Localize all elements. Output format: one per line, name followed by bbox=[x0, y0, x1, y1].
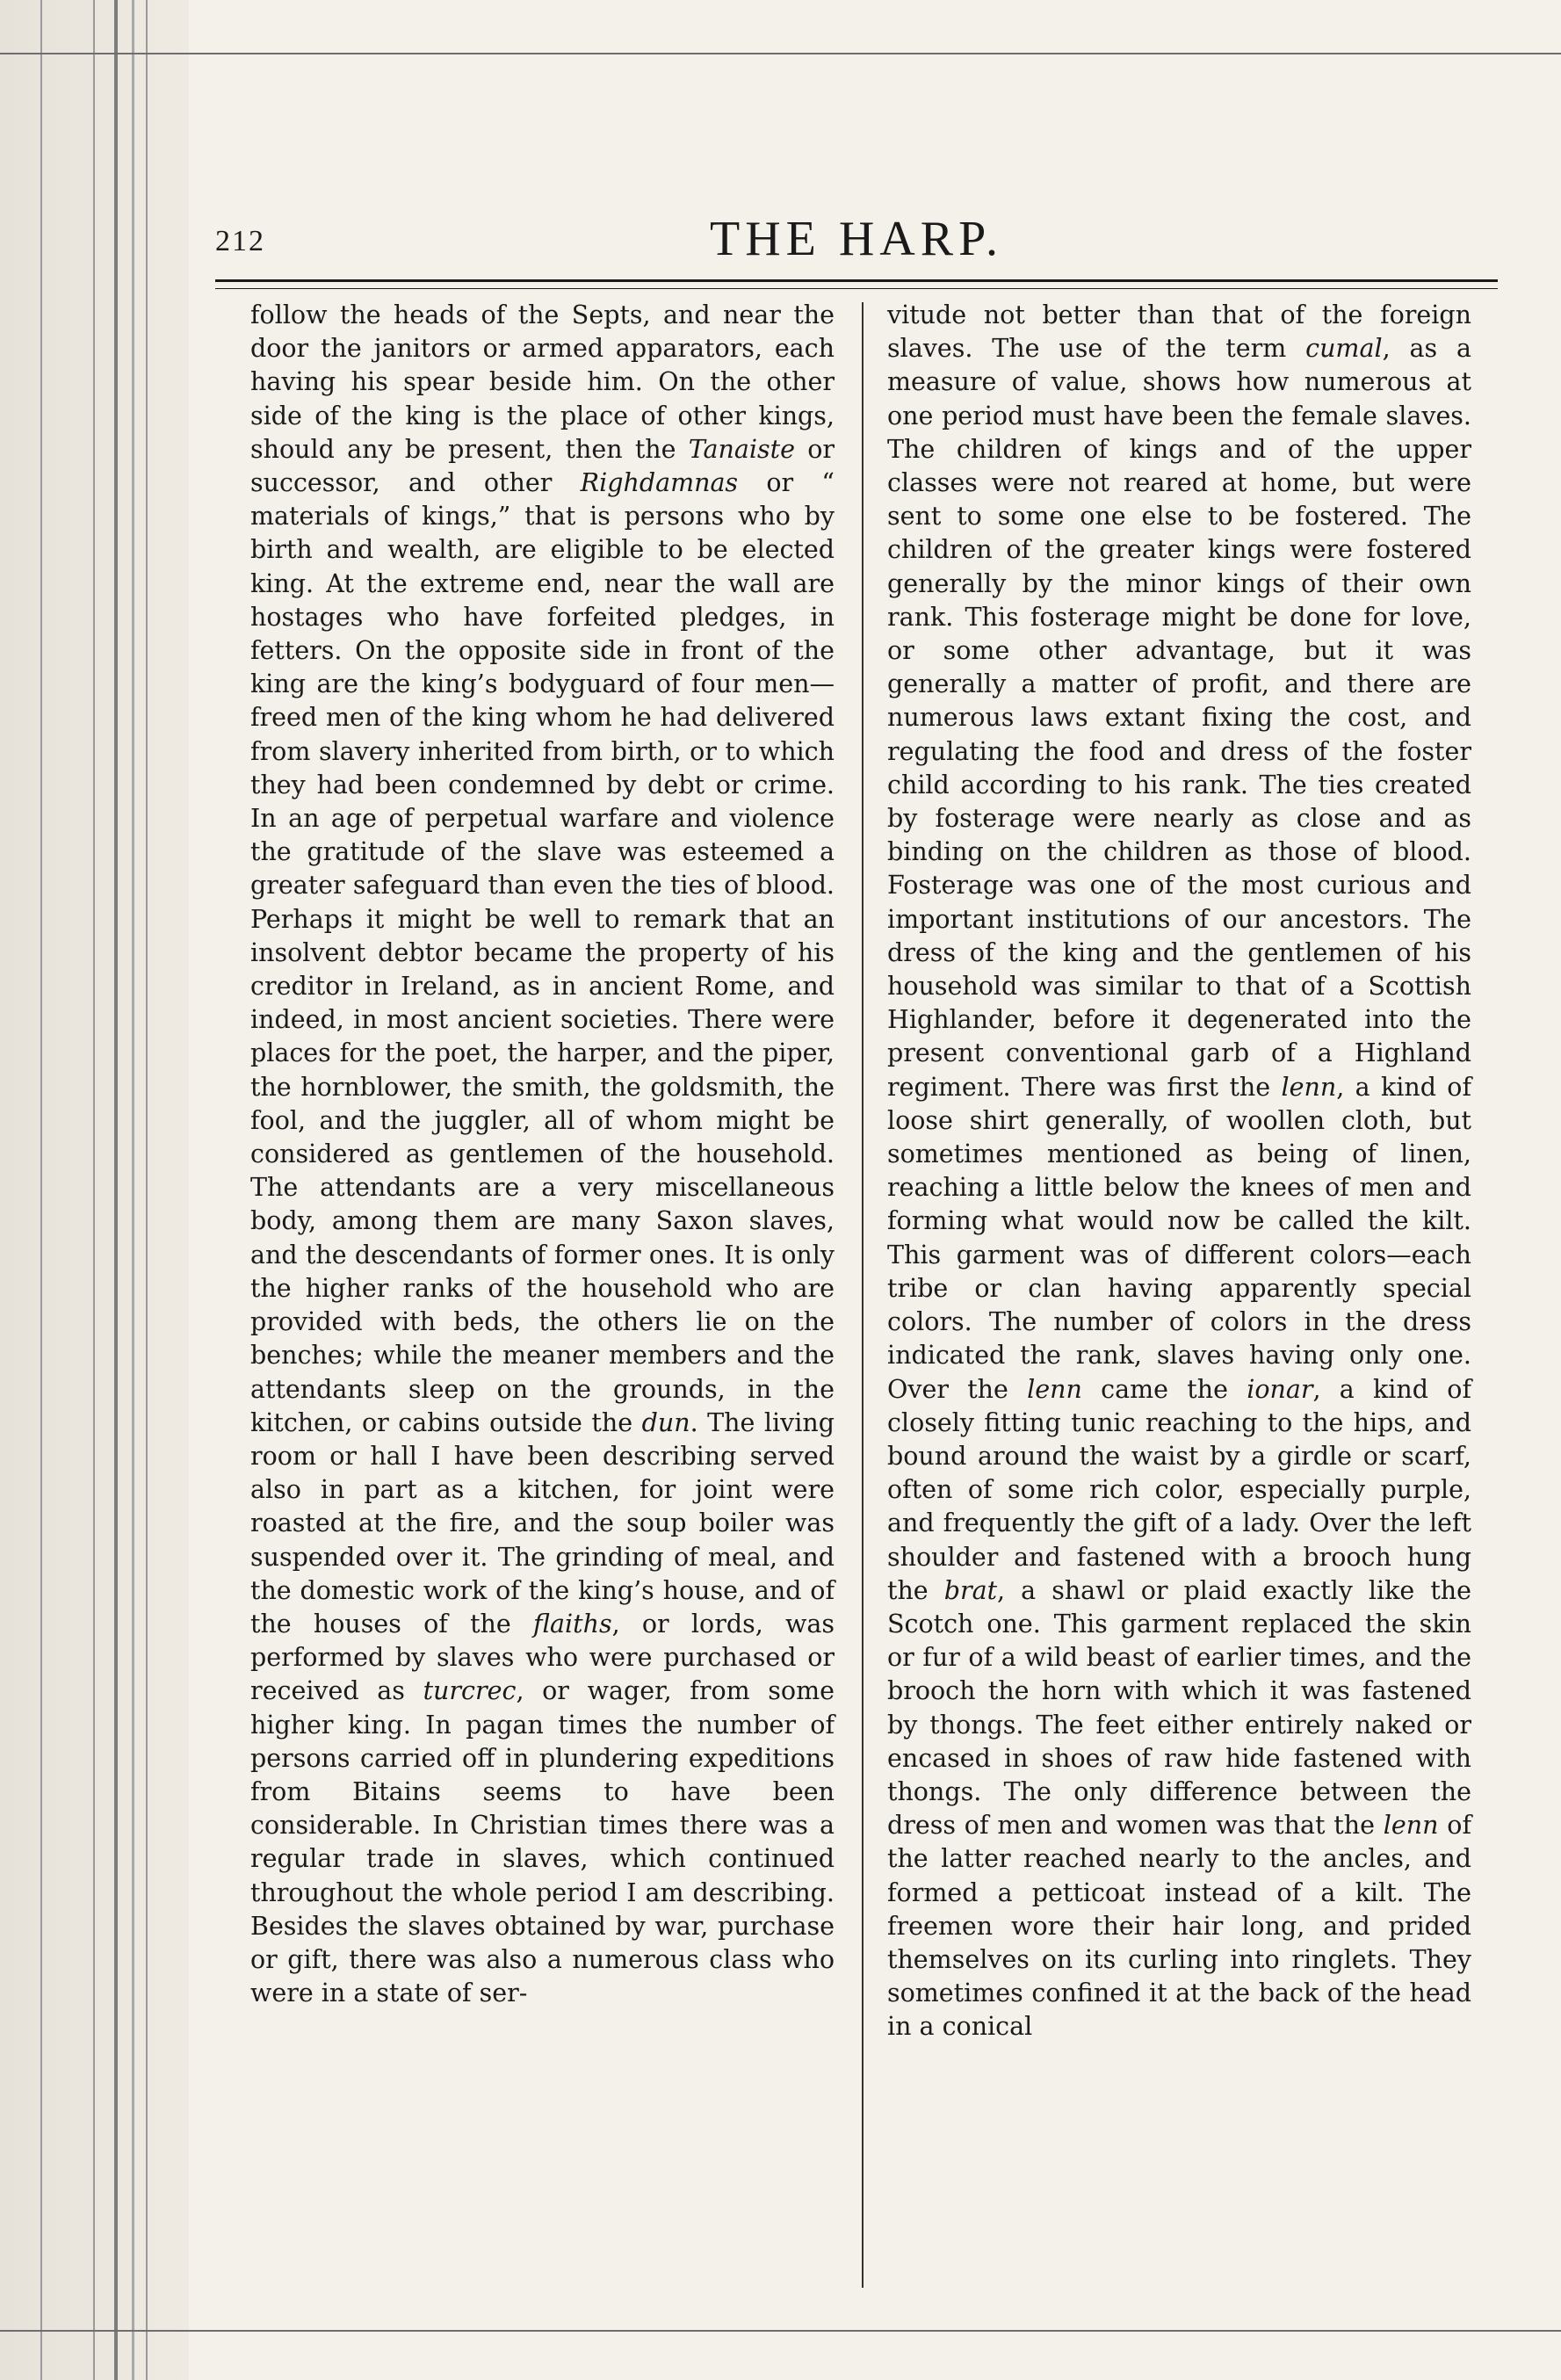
right-column-paragraph: vitude not better than that of the foreign slaves. The use of the term cumal, as a measure of value, shows how numerous at one period must have been the female slaves. The children of kings and of the upper classes were not reared at home, but were sent to some one else to be fostered. The children of the greater kings were fostered generally by the minor kings of their own rank. This fosterage might be done for love, or some other advantage, but it was generally a matter of profit, and there are numerous laws extant fixing the cost, and regulating the food and dress of the foster child according to his rank. The ties created by fosterage were nearly as close and as binding on the children as those of blood. Fosterage was one of the most curious and important institutions of our ancestors. The dress of the king and the gentlemen of his household was similar to that of a Scottish Highlander, before it degenerated into the present conventional garb of a Highland regiment. There was first the lenn, a kind of loose shirt generally, of woollen cloth, but sometimes mentioned as being of linen, reaching a little below the knees of men and forming what would now be called the kilt. This garment was of different colors—each tribe or clan having apparently special colors. The number of colors in the dress indicated the rank, slaves having only one. Over the lenn came the ionar, a kind of closely fitting tunic reaching to the hips, and bound around the waist by a girdle or scarf, often of some rich color, especially purple, and frequently the gift of a lady. Over the left shoulder and fastened with a brooch hung the brat, a shawl or plaid exactly like the Scotch one. This garment replaced the skin or fur of a wild beast of earlier times, and the brooch the horn with which it was fastened by thongs. The feet either entirely naked or encased in shoes of raw hide fastened with thongs. The only difference between the dress of men and women was that the lenn of the latter reached nearly to the ancles, and formed a petticoat instead of a kilt. The freemen wore their hair long, and prided themselves on its curling into ringlets. They sometimes confined it at the back of the head in a conical bbox=[887, 300, 1472, 2042]
left-column bbox=[250, 299, 835, 2302]
page-number: 212 bbox=[215, 225, 265, 257]
page-top-edge bbox=[0, 53, 1561, 54]
page-bottom-edge bbox=[0, 2330, 1561, 2332]
column-divider bbox=[862, 302, 864, 2288]
running-head bbox=[215, 211, 1498, 272]
journal-title: THE HARP. bbox=[709, 212, 1004, 266]
page bbox=[215, 176, 1498, 2319]
header-rule-thin bbox=[215, 288, 1498, 289]
book-binding-gutter bbox=[0, 0, 189, 2380]
text-columns bbox=[250, 299, 1471, 2302]
left-column-paragraph: follow the heads of the Septs, and near the door the janitors or armed apparators, each having his spear beside him. On the other side of the king is the place of other kings, should any be present, then the Tanaiste or successor, and other Righdamnas or “ materials of kings,” that is persons who by birth and wealth, are eligible to be elected king. At the extreme end, near the wall are hostages who have forfeited pledges, in fetters. On the opposite side in front of the king are the king’s bodyguard of four men—freed men of the king whom he had delivered from slavery inherited from birth, or to which they had been condemned by debt or crime. In an age of perpetual warfare and violence the gratitude of the slave was esteemed a greater safeguard than even the ties of blood. Perhaps it might be well to remark that an insolvent debtor became the property of his creditor in Ireland, as in ancient Rome, and indeed, in most ancient societies. There were places for the poet, the harper, and the piper, the hornblower, the smith, the goldsmith, the fool, and the juggler, all of whom might be considered as gentlemen of the household. The attendants are a very miscellaneous body, among them are many Saxon slaves, and the descendants of former ones. It is only the higher ranks of the household who are provided with beds, the others lie on the benches; while the meaner members and the attendants sleep on the grounds, in the kitchen, or cabins outside the dun. The living room or hall I have been describing served also in part as a kitchen, for joint were roasted at the fire, and the soup boiler was suspended over it. The grinding of meal, and the domestic work of the king’s house, and of the houses of the flaiths, or lords, was performed by slaves who were purchased or received as turcrec, or wager, from some higher king. In pagan times the number of persons carried off in plundering expeditions from Bitains seems to have been considerable. In Christian times there was a regular trade in slaves, which continued throughout the whole period I am describing. Besides the slaves obtained by war, purchase or gift, there was also a numerous class who were in a state of ser- bbox=[250, 300, 835, 2008]
header-rule-thick bbox=[215, 279, 1498, 282]
right-column bbox=[887, 299, 1471, 2302]
